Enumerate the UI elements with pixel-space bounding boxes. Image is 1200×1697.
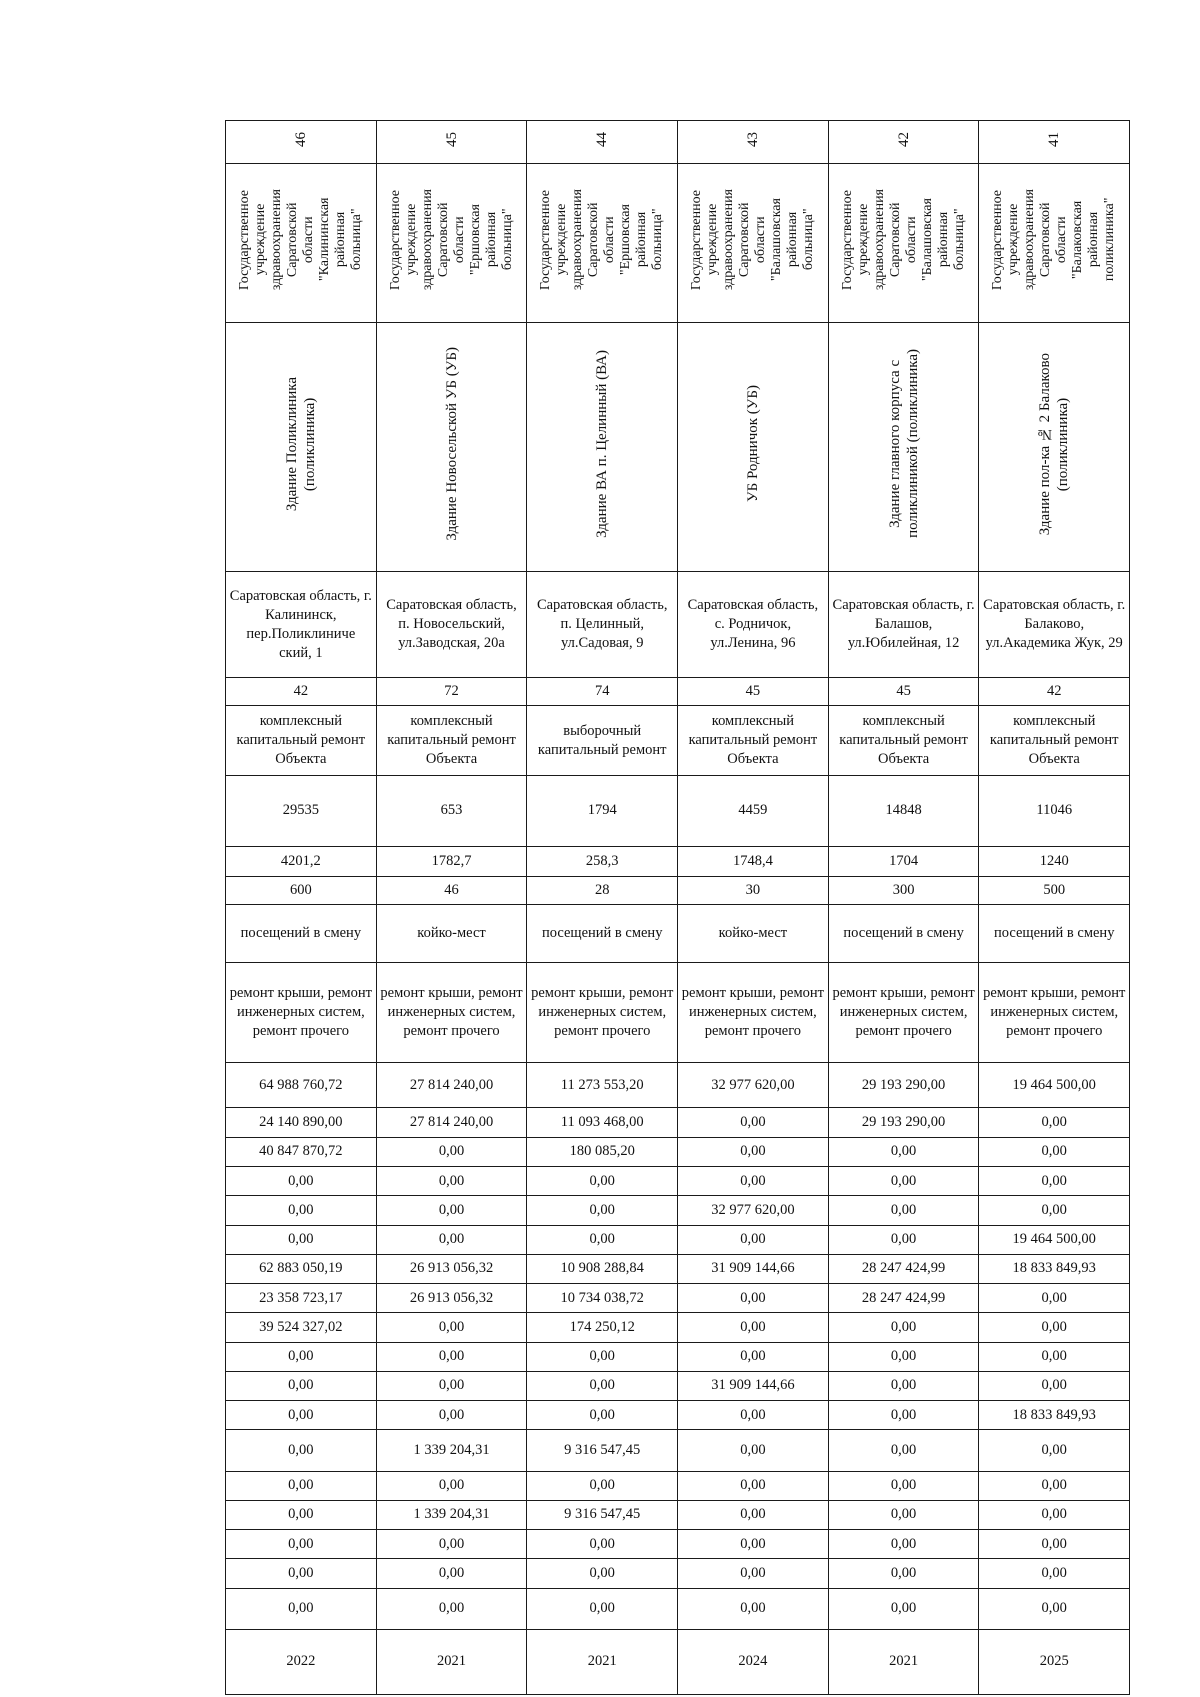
- institution-cell-line: районная: [634, 212, 650, 268]
- institution-cell-line: Государственное: [387, 189, 403, 291]
- amount-cell: 40 847 870,72: [226, 1137, 377, 1166]
- repair-type-cell: комплексный капитальный ремонт Объекта: [376, 706, 527, 775]
- amount-cell: 0,00: [678, 1559, 829, 1588]
- table-row: [226, 164, 1130, 322]
- amount-cell: 9 316 547,45: [527, 1430, 678, 1471]
- amount-cell: 180 085,20: [527, 1137, 678, 1166]
- amount-cell: 0,00: [828, 1225, 979, 1254]
- amount-cell: 0,00: [226, 1371, 377, 1400]
- institution-cell-text: [990, 189, 1118, 290]
- capacity-cell: 30: [678, 876, 829, 904]
- table-row: [226, 1430, 1130, 1471]
- capacity-unit-cell: посещений в смену: [979, 904, 1130, 963]
- table-row: [226, 121, 1130, 164]
- amount-cell: 18 833 849,93: [979, 1401, 1130, 1430]
- object-name-cell: [226, 322, 377, 571]
- object-name-cell: [678, 322, 829, 571]
- amount-cell: 0,00: [226, 1196, 377, 1225]
- amount-cell: 27 814 240,00: [376, 1108, 527, 1137]
- capacity-cell: 300: [828, 876, 979, 904]
- amount-cell: 18 833 849,93: [979, 1254, 1130, 1283]
- table-row: [226, 775, 1130, 847]
- amount-cell: 0,00: [828, 1559, 979, 1588]
- works-cell: ремонт крыши, ремонт инженерных систем, ремонт прочего: [979, 963, 1130, 1063]
- institution-cell: [527, 164, 678, 322]
- address-cell: Саратовская область, п. Новосельский, ул.Заводская, 20а: [376, 571, 527, 677]
- amount-cell: 0,00: [828, 1588, 979, 1629]
- amount-cell: 0,00: [226, 1225, 377, 1254]
- institution-cell-line: области: [1054, 216, 1070, 264]
- amount-cell: 0,00: [678, 1284, 829, 1313]
- amount-cell: 0,00: [979, 1500, 1130, 1529]
- table-row: [226, 963, 1130, 1063]
- col6-cell: 11046: [979, 775, 1130, 847]
- amount-cell: 0,00: [979, 1471, 1130, 1500]
- col6-cell: 14848: [828, 775, 979, 847]
- amount-cell: 0,00: [527, 1471, 678, 1500]
- institution-cell-line: Государственное: [236, 189, 252, 291]
- institution-cell-line: "Ершовская: [618, 204, 634, 276]
- table-row: [226, 876, 1130, 904]
- amount-cell: 0,00: [376, 1313, 527, 1342]
- year-cell: 2024: [678, 1629, 829, 1694]
- row-number-cell: [979, 121, 1130, 164]
- col4-cell: 45: [678, 678, 829, 706]
- amount-cell: 28 247 424,99: [828, 1284, 979, 1313]
- capacity-cell: 46: [376, 876, 527, 904]
- amount-cell: 0,00: [678, 1471, 829, 1500]
- table-row: [226, 1588, 1130, 1629]
- repair-type-cell: комплексный капитальный ремонт Объекта: [678, 706, 829, 775]
- row-number-cell: [527, 121, 678, 164]
- institution-cell-line: учреждение: [704, 204, 720, 276]
- amount-cell: 9 316 547,45: [527, 1500, 678, 1529]
- amount-cell: 29 193 290,00: [828, 1108, 979, 1137]
- institution-cell-line: "Балашовская: [919, 198, 935, 282]
- amount-cell: 0,00: [226, 1471, 377, 1500]
- address-cell: Саратовская область, г. Балаково, ул.Академика Жук, 29: [979, 571, 1130, 677]
- year-cell: 2021: [527, 1629, 678, 1694]
- object-name-cell-text: [443, 347, 461, 541]
- institution-cell-text: [388, 189, 516, 290]
- amount-cell: 0,00: [678, 1313, 829, 1342]
- address-cell: Саратовская область, п. Целинный, ул.Садовая, 9: [527, 571, 678, 677]
- institution-cell-line: больница": [951, 209, 967, 271]
- institution-cell-line: больница": [348, 209, 364, 271]
- amount-cell: 0,00: [979, 1559, 1130, 1588]
- amount-cell: 0,00: [226, 1500, 377, 1529]
- table-row: [226, 1342, 1130, 1371]
- row-number-cell-text: 43: [744, 131, 761, 147]
- object-name-cell-line: УБ Родничок (УБ): [744, 385, 761, 503]
- institution-cell-line: Саратовской: [284, 202, 300, 278]
- capacity-cell: 28: [527, 876, 678, 904]
- col7-cell: 258,3: [527, 847, 678, 876]
- amount-cell: 0,00: [527, 1342, 678, 1371]
- amount-cell: 0,00: [828, 1371, 979, 1400]
- institution-cell-line: здравоохранения: [570, 189, 586, 291]
- institution-cell-line: Саратовской: [887, 202, 903, 278]
- table-row: [226, 1371, 1130, 1400]
- amount-cell: 0,00: [226, 1430, 377, 1471]
- amount-cell: 19 464 500,00: [979, 1225, 1130, 1254]
- amount-cell: 0,00: [979, 1588, 1130, 1629]
- object-name-cell: [527, 322, 678, 571]
- row-number-cell: [376, 121, 527, 164]
- amount-cell: 0,00: [376, 1166, 527, 1195]
- year-cell: 2022: [226, 1629, 377, 1694]
- amount-cell: 0,00: [828, 1313, 979, 1342]
- object-name-cell-line: Здание ВА п. Целинный (ВА): [594, 349, 611, 538]
- works-cell: ремонт крыши, ремонт инженерных систем, ремонт прочего: [828, 963, 979, 1063]
- amount-cell: 0,00: [828, 1500, 979, 1529]
- capacity-unit-cell: койко-мест: [678, 904, 829, 963]
- col7-cell: 1782,7: [376, 847, 527, 876]
- institution-cell-line: Саратовской: [435, 202, 451, 278]
- institution-cell-line: учреждение: [855, 204, 871, 276]
- table-row: [226, 1629, 1130, 1694]
- amount-cell: 64 988 760,72: [226, 1062, 377, 1108]
- table-row: [226, 1108, 1130, 1137]
- amount-cell: 31 909 144,66: [678, 1371, 829, 1400]
- amount-cell: 0,00: [828, 1401, 979, 1430]
- amount-cell: 0,00: [979, 1196, 1130, 1225]
- object-name-cell-line: Здание Поликлиника: [283, 376, 300, 511]
- object-name-cell-line: поликлиникой (поликлиника): [904, 349, 921, 539]
- repair-type-cell: комплексный капитальный ремонт Объекта: [828, 706, 979, 775]
- amount-cell: 26 913 056,32: [376, 1284, 527, 1313]
- col6-cell: 29535: [226, 775, 377, 847]
- institution-cell-line: поликлиника": [1102, 198, 1118, 282]
- works-cell: ремонт крыши, ремонт инженерных систем, ремонт прочего: [678, 963, 829, 1063]
- amount-cell: 0,00: [376, 1471, 527, 1500]
- institution-cell-line: учреждение: [554, 204, 570, 276]
- amount-cell: 10 734 038,72: [527, 1284, 678, 1313]
- amount-cell: 0,00: [226, 1588, 377, 1629]
- address-cell: Саратовская область, г. Калининск, пер.Поликлиниче ский, 1: [226, 571, 377, 677]
- table-row: [226, 1530, 1130, 1559]
- col4-cell: 42: [226, 678, 377, 706]
- row-number-cell-text: 45: [443, 131, 460, 147]
- amount-cell: 0,00: [376, 1225, 527, 1254]
- table-row: [226, 678, 1130, 706]
- amount-cell: 0,00: [678, 1401, 829, 1430]
- row-number-cell: [828, 121, 979, 164]
- capacity-cell: 600: [226, 876, 377, 904]
- amount-cell: 0,00: [678, 1430, 829, 1471]
- amount-cell: 0,00: [226, 1401, 377, 1430]
- amount-cell: 0,00: [376, 1137, 527, 1166]
- institution-cell-line: Саратовской: [1038, 202, 1054, 278]
- amount-cell: 0,00: [376, 1196, 527, 1225]
- amount-cell: 0,00: [678, 1225, 829, 1254]
- amount-cell: 0,00: [527, 1401, 678, 1430]
- capacity-cell: 500: [979, 876, 1130, 904]
- col7-cell: 1704: [828, 847, 979, 876]
- amount-cell: 0,00: [527, 1371, 678, 1400]
- amount-cell: 31 909 144,66: [678, 1254, 829, 1283]
- amount-cell: 23 358 723,17: [226, 1284, 377, 1313]
- amount-cell: 24 140 890,00: [226, 1108, 377, 1137]
- amount-cell: 0,00: [828, 1196, 979, 1225]
- institution-cell-line: здравоохранения: [871, 189, 887, 291]
- institution-cell-line: "Балашовская: [768, 198, 784, 282]
- amount-cell: 0,00: [979, 1371, 1130, 1400]
- repair-type-cell: комплексный капитальный ремонт Объекта: [979, 706, 1130, 775]
- amount-cell: 0,00: [979, 1137, 1130, 1166]
- amount-cell: 0,00: [376, 1559, 527, 1588]
- year-cell: 2021: [828, 1629, 979, 1694]
- col7-cell: 4201,2: [226, 847, 377, 876]
- object-name-cell: [376, 322, 527, 571]
- repair-type-cell: выборочный капитальный ремонт: [527, 706, 678, 775]
- amount-cell: 11 093 468,00: [527, 1108, 678, 1137]
- institution-cell: [376, 164, 527, 322]
- institution-cell-line: учреждение: [1006, 204, 1022, 276]
- amount-cell: 0,00: [979, 1166, 1130, 1195]
- amount-cell: 0,00: [527, 1588, 678, 1629]
- table-row: [226, 1196, 1130, 1225]
- object-name-cell: [828, 322, 979, 571]
- object-name-cell-text: [744, 385, 762, 502]
- col6-cell: 1794: [527, 775, 678, 847]
- amount-cell: 0,00: [979, 1313, 1130, 1342]
- amount-cell: 0,00: [376, 1342, 527, 1371]
- institution-cell-line: учреждение: [252, 204, 268, 276]
- amount-cell: 0,00: [226, 1559, 377, 1588]
- institution-cell-line: больница": [499, 209, 515, 271]
- col7-cell: 1240: [979, 847, 1130, 876]
- institution-cell-line: Государственное: [990, 189, 1006, 291]
- amount-cell: 0,00: [979, 1284, 1130, 1313]
- amount-cell: 0,00: [828, 1430, 979, 1471]
- institution-cell-line: Государственное: [688, 189, 704, 291]
- institution-cell-line: районная: [332, 212, 348, 268]
- amount-cell: 0,00: [828, 1530, 979, 1559]
- row-number-cell-text: 42: [895, 131, 912, 147]
- amount-cell: 0,00: [226, 1342, 377, 1371]
- amount-cell: 0,00: [527, 1166, 678, 1195]
- institution-cell-text: [538, 189, 666, 290]
- col4-cell: 42: [979, 678, 1130, 706]
- capacity-unit-cell: посещений в смену: [527, 904, 678, 963]
- institution-cell-line: области: [451, 216, 467, 264]
- object-name-cell-text: [1036, 353, 1072, 535]
- institution-cell-line: учреждение: [403, 204, 419, 276]
- amount-cell: 26 913 056,32: [376, 1254, 527, 1283]
- table-row: [226, 847, 1130, 876]
- institution-cell-text: [689, 189, 817, 290]
- institution-cell-line: районная: [935, 212, 951, 268]
- institution-cell: [678, 164, 829, 322]
- amount-cell: 0,00: [678, 1137, 829, 1166]
- institution-cell-line: области: [300, 216, 316, 264]
- institution-cell-text: [840, 189, 968, 290]
- institution-cell-line: "Ершовская: [467, 204, 483, 276]
- table-row: [226, 706, 1130, 775]
- institution-cell-line: районная: [483, 212, 499, 268]
- row-number-cell: [678, 121, 829, 164]
- amount-cell: 1 339 204,31: [376, 1500, 527, 1529]
- amount-cell: 0,00: [979, 1530, 1130, 1559]
- amount-cell: 0,00: [376, 1371, 527, 1400]
- year-cell: 2021: [376, 1629, 527, 1694]
- institution-cell-line: больница": [800, 209, 816, 271]
- institution-cell-line: здравоохранения: [1022, 189, 1038, 291]
- amount-cell: 0,00: [828, 1137, 979, 1166]
- amount-cell: 27 814 240,00: [376, 1062, 527, 1108]
- object-name-cell-line: (поликлиника): [1055, 397, 1072, 491]
- address-cell: Саратовская область, г. Балашов, ул.Юбилейная, 12: [828, 571, 979, 677]
- repair-type-cell: комплексный капитальный ремонт Объекта: [226, 706, 377, 775]
- row-number-cell-text: 46: [292, 131, 309, 147]
- object-name-cell-text: [283, 377, 319, 511]
- amount-cell: 0,00: [979, 1108, 1130, 1137]
- institution-cell-line: здравоохранения: [419, 189, 435, 291]
- object-name-cell-text: [593, 350, 611, 538]
- table-row: [226, 1401, 1130, 1430]
- col6-cell: 4459: [678, 775, 829, 847]
- amount-cell: 0,00: [376, 1530, 527, 1559]
- institution-cell-line: больница": [650, 209, 666, 271]
- row-number-cell-text: 41: [1046, 131, 1063, 147]
- table-row: [226, 1062, 1130, 1108]
- object-name-cell-line: Здание Новосельской УБ (УБ): [443, 346, 460, 541]
- amount-cell: 0,00: [678, 1500, 829, 1529]
- institution-cell-line: "Балаковская: [1070, 200, 1086, 280]
- institution-cell-line: Саратовской: [586, 202, 602, 278]
- amount-cell: 32 977 620,00: [678, 1062, 829, 1108]
- object-name-cell-text: [886, 349, 922, 538]
- col4-cell: 45: [828, 678, 979, 706]
- table-row: [226, 1137, 1130, 1166]
- col6-cell: 653: [376, 775, 527, 847]
- institution-cell-line: районная: [1086, 212, 1102, 268]
- institution-cell: [828, 164, 979, 322]
- program-table: [225, 120, 1130, 1695]
- institution-cell-line: области: [752, 216, 768, 264]
- table-row: [226, 904, 1130, 963]
- amount-cell: 0,00: [678, 1588, 829, 1629]
- institution-cell-line: здравоохранения: [720, 189, 736, 291]
- amount-cell: 1 339 204,31: [376, 1430, 527, 1471]
- amount-cell: 0,00: [527, 1196, 678, 1225]
- institution-cell-line: здравоохранения: [268, 189, 284, 291]
- amount-cell: 0,00: [979, 1430, 1130, 1471]
- amount-cell: 0,00: [828, 1471, 979, 1500]
- works-cell: ремонт крыши, ремонт инженерных систем, ремонт прочего: [527, 963, 678, 1063]
- amount-cell: 0,00: [527, 1530, 678, 1559]
- table-row: [226, 571, 1130, 677]
- amount-cell: 0,00: [678, 1342, 829, 1371]
- table-row: [226, 1225, 1130, 1254]
- amount-cell: 28 247 424,99: [828, 1254, 979, 1283]
- amount-cell: 29 193 290,00: [828, 1062, 979, 1108]
- table-row: [226, 1313, 1130, 1342]
- amount-cell: 19 464 500,00: [979, 1062, 1130, 1108]
- institution-cell-line: районная: [784, 212, 800, 268]
- amount-cell: 0,00: [376, 1588, 527, 1629]
- col4-cell: 72: [376, 678, 527, 706]
- institution-cell-text: [237, 189, 365, 290]
- table-row: [226, 1500, 1130, 1529]
- table-row: [226, 1254, 1130, 1283]
- amount-cell: 10 908 288,84: [527, 1254, 678, 1283]
- object-name-cell-line: Здание пол-ка № 2 Балаково: [1037, 352, 1054, 535]
- row-number-cell: [226, 121, 377, 164]
- object-name-cell-line: (поликлиника): [301, 397, 318, 491]
- amount-cell: 0,00: [828, 1166, 979, 1195]
- institution-cell: [226, 164, 377, 322]
- amount-cell: 0,00: [678, 1166, 829, 1195]
- institution-cell-line: Государственное: [839, 189, 855, 291]
- row-number-cell-text: 44: [594, 131, 611, 147]
- capacity-unit-cell: посещений в смену: [226, 904, 377, 963]
- works-cell: ремонт крыши, ремонт инженерных систем, ремонт прочего: [376, 963, 527, 1063]
- amount-cell: 32 977 620,00: [678, 1196, 829, 1225]
- capacity-unit-cell: посещений в смену: [828, 904, 979, 963]
- amount-cell: 62 883 050,19: [226, 1254, 377, 1283]
- institution-cell-line: "Калининская: [316, 198, 332, 282]
- object-name-cell: [979, 322, 1130, 571]
- amount-cell: 0,00: [376, 1401, 527, 1430]
- amount-cell: 0,00: [678, 1108, 829, 1137]
- table-row: [226, 1559, 1130, 1588]
- table-row: [226, 1166, 1130, 1195]
- amount-cell: 0,00: [527, 1225, 678, 1254]
- table-row: [226, 322, 1130, 571]
- institution-cell-line: области: [903, 216, 919, 264]
- col7-cell: 1748,4: [678, 847, 829, 876]
- table-row: [226, 1284, 1130, 1313]
- amount-cell: 0,00: [226, 1530, 377, 1559]
- amount-cell: 0,00: [527, 1559, 678, 1588]
- amount-cell: 0,00: [678, 1530, 829, 1559]
- amount-cell: 0,00: [226, 1166, 377, 1195]
- institution-cell-line: Саратовской: [736, 202, 752, 278]
- object-name-cell-line: Здание главного корпуса с: [886, 359, 903, 528]
- amount-cell: 174 250,12: [527, 1313, 678, 1342]
- col4-cell: 74: [527, 678, 678, 706]
- amount-cell: 0,00: [828, 1342, 979, 1371]
- amount-cell: 39 524 327,02: [226, 1313, 377, 1342]
- table-row: [226, 1471, 1130, 1500]
- year-cell: 2025: [979, 1629, 1130, 1694]
- institution-cell: [979, 164, 1130, 322]
- address-cell: Саратовская область, с. Родничок, ул.Ленина, 96: [678, 571, 829, 677]
- works-cell: ремонт крыши, ремонт инженерных систем, ремонт прочего: [226, 963, 377, 1063]
- institution-cell-line: Государственное: [538, 189, 554, 291]
- amount-cell: 11 273 553,20: [527, 1062, 678, 1108]
- capacity-unit-cell: койко-мест: [376, 904, 527, 963]
- institution-cell-line: области: [602, 216, 618, 264]
- amount-cell: 0,00: [979, 1342, 1130, 1371]
